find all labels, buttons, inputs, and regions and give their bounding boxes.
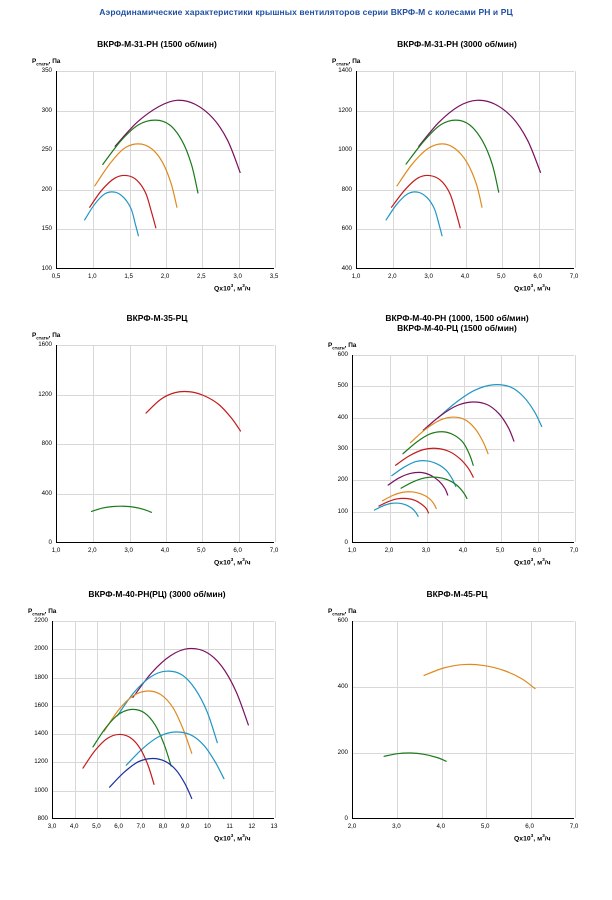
plot-area: [352, 355, 574, 543]
y-axis-label: $P_{статн}$, Па: [328, 608, 357, 617]
x-tick-label: 3,0: [421, 547, 431, 554]
plot-area: [356, 71, 574, 269]
y-axis-label: $P_{статн}$, Па: [32, 58, 61, 67]
y-axis-label: $P_{статн}$, Па: [328, 342, 357, 351]
chart-panel-vkrf-m-40-rn-rc: [308, 313, 606, 581]
x-tick-label: 8,0: [158, 823, 168, 830]
y-tick-label: 0: [344, 539, 348, 546]
plot-area: [352, 621, 574, 819]
y-tick-label: 150: [41, 225, 52, 233]
curve: [93, 709, 171, 766]
curve: [110, 758, 192, 798]
y-tick-label: 0: [48, 539, 52, 546]
y-tick-label: 1600: [34, 701, 48, 709]
chart-panel-vkrf-m-40-rn-rc-3000: [8, 589, 306, 871]
gridline-v: [275, 345, 276, 542]
x-tick-label: 2,0: [384, 547, 394, 554]
chart-panel-vkrf-m-45-rc: [308, 589, 606, 871]
x-tick-label: 6,0: [525, 823, 534, 830]
y-tick-label: 1000: [34, 786, 48, 794]
y-tick-label: 1400: [34, 730, 48, 738]
x-tick-label: 11: [226, 823, 233, 830]
y-tick-label: 200: [41, 185, 52, 193]
y-tick-label: 800: [37, 815, 48, 822]
x-tick-label: 1,0: [51, 547, 61, 554]
curve: [392, 461, 456, 487]
x-tick-label: 4,0: [160, 547, 170, 554]
curve: [379, 498, 429, 513]
curve: [401, 477, 467, 498]
curves: [53, 621, 275, 819]
y-tick-label: 1200: [338, 106, 352, 114]
x-axis-label: $Qх10^3$, $м^3/ч$: [514, 834, 551, 843]
y-axis-label: $P_{статн}$, Па: [332, 58, 361, 67]
curve: [92, 506, 152, 512]
chart-subtitle: ВКРФ-М-40-РЦ (1500 об/мин): [397, 323, 517, 333]
curve: [384, 753, 446, 761]
y-tick-label: 800: [41, 440, 52, 447]
y-tick-label: 200: [337, 476, 348, 484]
y-tick-label: 0: [344, 815, 348, 822]
x-tick-label: 5,0: [497, 273, 506, 280]
x-tick-label: 7,0: [569, 823, 579, 830]
chart-title: ВКРФ-М-35-РЦ: [126, 313, 188, 323]
y-tick-label: 500: [337, 382, 348, 390]
x-axis-label: $Qх10^3$, $м^3/ч$: [214, 284, 251, 293]
y-tick-label: 200: [337, 749, 348, 756]
x-tick-label: 3,0: [392, 823, 401, 830]
gridline-v: [575, 621, 576, 818]
x-tick-label: 5,0: [495, 547, 505, 554]
x-tick-label: 7,0: [136, 823, 146, 830]
gridline-v: [275, 621, 276, 818]
chart-title: ВКРФ-М-31-РН (3000 об/мин): [397, 39, 517, 49]
gridline-v: [575, 355, 576, 542]
x-axis-label: $Qх10^3$, $м^3/ч$: [514, 284, 551, 293]
curve: [397, 144, 482, 207]
x-tick-label: 7,0: [269, 547, 279, 554]
page-title: Аэродинамические характеристики крышных вентиляторов серии ВКРФ-М с колесами РН и РЦ: [99, 7, 513, 17]
y-tick-label: 300: [337, 445, 348, 452]
y-tick-label: 400: [341, 265, 352, 272]
curves: [353, 621, 575, 819]
curves: [57, 345, 275, 543]
x-tick-label: 5,0: [197, 547, 206, 554]
chart-title: ВКРФ-М-40-РН (1000, 1500 об/мин): [385, 313, 529, 323]
chart-title: ВКРФ-М-45-РЦ: [426, 589, 488, 599]
y-tick-label: 400: [41, 489, 52, 497]
x-tick-label: 0,5: [51, 273, 61, 280]
y-tick-label: 1800: [34, 673, 48, 681]
gridline-v: [275, 71, 276, 268]
chart-title: ВКРФ-М-40-РН(РЦ) (3000 об/мин): [88, 589, 226, 599]
y-tick-label: 400: [337, 413, 348, 421]
y-tick-label: 1400: [338, 67, 352, 74]
x-tick-label: 3,0: [124, 547, 133, 554]
x-tick-label: 5,0: [92, 823, 101, 830]
x-tick-label: 5,0: [480, 823, 490, 830]
curves: [357, 71, 575, 269]
curve: [388, 472, 448, 495]
curves: [353, 355, 575, 543]
y-tick-label: 100: [41, 265, 52, 272]
x-tick-label: 13: [270, 823, 278, 830]
y-tick-label: 250: [41, 146, 52, 154]
chart-title: ВКРФ-М-31-РН (1500 об/мин): [97, 39, 217, 49]
curve: [117, 671, 217, 742]
chart-panel-vkrf-m-31-rn-3000: [308, 39, 606, 307]
x-tick-label: 12: [248, 823, 256, 830]
curve: [103, 120, 198, 193]
x-tick-label: 1,0: [347, 547, 357, 554]
x-tick-label: 1,0: [351, 273, 361, 280]
curve: [410, 417, 488, 454]
x-tick-label: 4,0: [460, 273, 470, 280]
x-tick-label: 9,0: [180, 823, 190, 830]
curve: [133, 648, 248, 725]
y-tick-label: 600: [337, 351, 348, 358]
chart-panel-vkrf-m-35-rc: [8, 313, 306, 581]
curve: [126, 732, 224, 779]
y-tick-label: 2200: [34, 617, 48, 624]
y-tick-label: 600: [341, 225, 352, 233]
curve: [85, 192, 139, 236]
curve: [90, 175, 156, 227]
x-tick-label: 2,5: [197, 273, 206, 280]
curve: [146, 391, 240, 431]
y-tick-label: 1200: [34, 758, 48, 766]
plot-area: [56, 345, 274, 543]
x-tick-label: 4,0: [69, 823, 79, 830]
charts-grid: [0, 17, 612, 877]
x-tick-label: 7,0: [569, 273, 579, 280]
x-tick-label: 3,0: [424, 273, 433, 280]
x-tick-label: 6,0: [233, 547, 242, 554]
x-tick-label: 4,0: [458, 547, 468, 554]
curves: [57, 71, 275, 269]
y-tick-label: 800: [341, 185, 352, 193]
x-tick-label: 7,0: [569, 547, 579, 554]
curve: [386, 192, 442, 236]
x-tick-label: 1,0: [88, 273, 97, 280]
x-tick-label: 2,0: [88, 547, 97, 554]
y-axis-label: $P_{статн}$, Па: [32, 332, 61, 341]
y-tick-label: 350: [41, 67, 52, 74]
y-tick-label: 1200: [38, 390, 52, 398]
y-tick-label: 1000: [338, 146, 352, 154]
x-tick-label: 2,0: [347, 823, 357, 830]
y-tick-label: 1600: [38, 341, 52, 348]
y-tick-label: 600: [337, 617, 348, 624]
y-axis-label: $P_{статн}$, Па: [28, 608, 57, 617]
x-tick-label: 2,0: [160, 273, 170, 280]
y-tick-label: 2000: [34, 645, 48, 653]
y-tick-label: 100: [337, 507, 348, 515]
x-tick-label: 1,5: [124, 273, 133, 280]
x-tick-label: 2,0: [388, 273, 397, 280]
plot-area: [56, 71, 274, 269]
x-tick-label: 3,5: [269, 273, 279, 280]
gridline-v: [575, 71, 576, 268]
x-axis-label: $Qх10^3$, $м^3/ч$: [214, 558, 251, 567]
y-tick-label: 300: [41, 106, 52, 114]
x-tick-label: 4,0: [436, 823, 446, 830]
x-axis-label: $Qх10^3$, $м^3/ч$: [214, 834, 251, 843]
x-tick-label: 6,0: [533, 273, 542, 280]
x-tick-label: 6,0: [114, 823, 123, 830]
x-tick-label: 3,0: [233, 273, 242, 280]
y-tick-label: 400: [337, 683, 348, 690]
curve: [95, 144, 177, 207]
curve: [424, 664, 535, 688]
x-axis-label: $Qх10^3$, $м^3/ч$: [514, 558, 551, 567]
x-tick-label: 6,0: [532, 547, 542, 554]
chart-panel-vkrf-m-31-rn-1500: [8, 39, 306, 307]
x-tick-label: 3,0: [47, 823, 57, 830]
curve: [392, 175, 461, 227]
curve: [115, 100, 240, 172]
x-tick-label: 10: [203, 823, 211, 830]
plot-area: [52, 621, 274, 819]
